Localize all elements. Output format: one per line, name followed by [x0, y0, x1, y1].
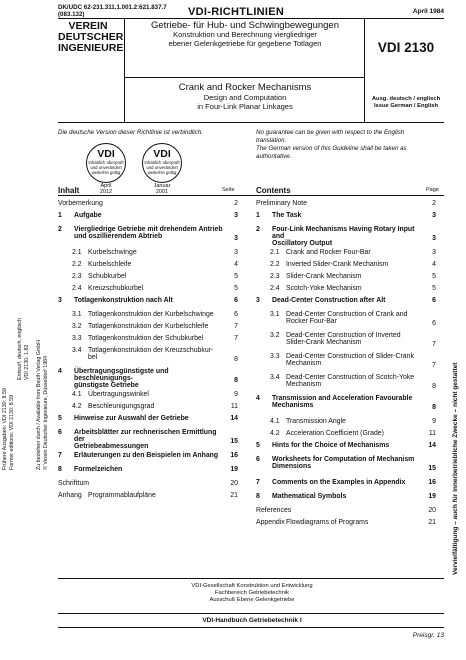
- toc-entry-title: [88, 273, 224, 280]
- toc-entry-page: 14: [230, 415, 238, 422]
- toc-entry: [58, 297, 238, 306]
- stamp-circle: [86, 143, 126, 183]
- toc-entry-page: 21: [428, 519, 436, 526]
- dk-udc-line-2: (083.132): [58, 10, 85, 18]
- toc-entry: [58, 311, 238, 320]
- toc-entry-number: 5: [256, 442, 260, 449]
- toc-entry-title: [88, 492, 224, 499]
- side-line-5: Zu beziehen durch / Available from Beuth Verlag GmbH: [36, 339, 42, 470]
- stamp-year: 2012: [99, 189, 113, 195]
- toc-entry-number: 4.2: [72, 403, 82, 410]
- toc-entry-page: 16: [230, 452, 238, 459]
- dk-udc-line-1: DK/UDC 62-231.311.1.001.2:621.837.7: [58, 4, 167, 11]
- toc-entry: [256, 285, 436, 294]
- note-en-line-1: No guarantee can be given with respect to the English: [256, 129, 405, 136]
- toc-entry-number: 3.2: [72, 323, 82, 330]
- title-english: [128, 83, 362, 111]
- toc-entry-page: 20: [428, 507, 436, 514]
- stamp-vdi-label: VDI: [97, 148, 115, 160]
- toc-entry-number: 3: [58, 297, 62, 304]
- toc-entry: [58, 273, 238, 282]
- toc-entry-title: [58, 200, 224, 207]
- toc-entry-number: 7: [256, 479, 260, 486]
- toc-entry-title-line: Getriebeabmessungen: [74, 443, 149, 450]
- toc-top-rule: [58, 195, 444, 196]
- toc-entry: [58, 492, 238, 501]
- toc-entry-title: [74, 452, 224, 459]
- footer-rule-top: [58, 578, 444, 579]
- toc-entry-page: 4: [432, 261, 436, 268]
- toc-entry-number: 4.1: [72, 391, 82, 398]
- toc-entry-page: 6: [432, 320, 436, 327]
- toc-entry-title: [74, 212, 224, 219]
- toc-entry-title-line: Totlagenkonstruktion nach Alt: [74, 297, 173, 304]
- toc-entry-page: 2: [234, 200, 238, 207]
- toc-entry-title: [286, 374, 422, 388]
- stamp-vdi-label: VDI: [153, 148, 171, 160]
- side-line-1: Frühere Ausgaben: VDI 2130: 8.59: [2, 388, 8, 470]
- toc-entry: [256, 212, 436, 221]
- toc-entry-title: [74, 297, 224, 304]
- toc-entry: [58, 347, 238, 365]
- toc-entry-title-line: Viergliedrige Getriebe mit drehendem Antrieb: [74, 226, 223, 233]
- toc-entry: [58, 466, 238, 475]
- toc-entry: [58, 403, 238, 412]
- toc-entry-number: 2.1: [270, 249, 280, 256]
- toc-entry: [58, 323, 238, 332]
- toc-entry-number: 3.3: [72, 335, 82, 342]
- toc-entry-number: 3: [256, 297, 260, 304]
- toc-entry-page: 19: [230, 466, 238, 473]
- toc-entry-title-line: Schubkurbel: [88, 273, 127, 280]
- toc-entry-title: [286, 353, 422, 367]
- toc-entry-title: [272, 395, 422, 409]
- side-line-4: VDI 2130: 1.82: [24, 344, 30, 380]
- toc-entry-title-line: Dead-Center Construction of Slider-Crank: [286, 353, 414, 360]
- issue-date: April 1984: [412, 8, 444, 15]
- validity-stamp-2001: [142, 143, 182, 195]
- handbook-rule: [58, 627, 444, 628]
- stamp-text-3: weiterhin gültig: [147, 170, 177, 175]
- title-german: [128, 21, 362, 48]
- toc-entry: [256, 249, 436, 258]
- toc-entry-title: [74, 226, 224, 240]
- language-line-2: Issue German / English: [373, 103, 439, 109]
- toc-entry-title: [272, 226, 422, 247]
- toc-entry-title-line: Dead-Center Construction of Crank and: [286, 311, 408, 318]
- toc-entry-number: 2.4: [270, 285, 280, 292]
- toc-entry-page: 5: [432, 285, 436, 292]
- title-en-line-3: in Four-Link Planar Linkages: [197, 102, 293, 111]
- toc-entry: [58, 285, 238, 294]
- toc-entry-page: 9: [234, 391, 238, 398]
- toc-entry-title: [286, 519, 422, 526]
- toc-entry-title-line: References: [256, 507, 292, 514]
- association-line-3: INGENIEURE: [58, 42, 124, 54]
- toc-entry-title: [88, 249, 224, 256]
- toc-entry-page: 8: [432, 383, 436, 390]
- toc-entry-number: 4: [256, 395, 260, 402]
- toc-entry-title-line: Dimensions: [272, 463, 312, 470]
- association-line-1: VEREIN: [68, 20, 108, 32]
- stamp-text-2: und unverändert: [146, 165, 178, 170]
- stamp-year: 2001: [155, 189, 169, 195]
- toc-entry-page: 8: [234, 377, 238, 384]
- toc-entry-page: 3: [432, 235, 436, 242]
- toc-entry-page: 20: [230, 480, 238, 487]
- toc-entry-title-line: Four-Link Mechanisms Having Rotary Input and: [272, 226, 415, 240]
- toc-entry: [256, 226, 436, 247]
- validity-stamp-2012: [86, 143, 126, 195]
- toc-entry: [58, 212, 238, 221]
- toc-de-heading: Inhalt: [58, 186, 80, 195]
- toc-entry: [58, 391, 238, 400]
- toc-entry-title-line: Totlagenkonstruktion der Kurbelschwinge: [88, 311, 214, 318]
- toc-entry-title: [74, 368, 224, 389]
- toc-entry-page: 21: [230, 492, 238, 499]
- toc-entry-page: 15: [428, 465, 436, 472]
- toc-entry: [58, 335, 238, 344]
- footer-line-1: VDI-Gesellschaft Konstruktion und Entwicklung: [191, 583, 313, 589]
- handbook-title: VDI-Handbuch Getriebetechnik I: [202, 617, 302, 624]
- toc-entry-title: [272, 493, 422, 500]
- toc-entry: [58, 429, 238, 450]
- dk-udc-classification: [58, 5, 167, 18]
- toc-entry-number: 7: [58, 452, 62, 459]
- toc-entry-title: [88, 403, 224, 410]
- toc-entry-title-line: Aufgabe: [74, 212, 102, 219]
- toc-entry: [256, 519, 436, 528]
- header-divider-right: [364, 18, 365, 123]
- toc-entry: [256, 353, 436, 371]
- toc-entry: [58, 452, 238, 461]
- toc-entry-title-line: Übertragungsgünstigste und beschleunigungs-: [74, 368, 169, 382]
- title-en-line-1: Crank and Rocker Mechanisms: [178, 82, 312, 93]
- toc-entry-title: [272, 442, 422, 449]
- toc-entry-page: 5: [432, 273, 436, 280]
- toc-entry-page: 6: [234, 311, 238, 318]
- toc-entry-page: 16: [428, 479, 436, 486]
- toc-entry-title-line: Slider-Crank Mechanism: [286, 273, 362, 280]
- toc-entry-number: 3.2: [270, 332, 280, 339]
- toc-entry-title-line: Dead-Center Construction after Alt: [272, 297, 386, 304]
- toc-entry-number: 2.3: [72, 273, 82, 280]
- toc-entry-title-line: Mechanisms: [272, 402, 314, 409]
- toc-entry-page: 19: [428, 493, 436, 500]
- header-divider-left: [124, 18, 125, 123]
- toc-entry-number: 5: [58, 415, 62, 422]
- toc-entry-title-line: Beschleunigungsgrad: [88, 403, 155, 410]
- toc-entry-title-line: Kreuzschubkurbel: [88, 285, 144, 292]
- toc-entry-title-line: Acceleration Coefficient (Grade): [286, 430, 384, 437]
- toc-entry-number: 2: [58, 226, 62, 233]
- toc-entry-title: [272, 212, 422, 219]
- stamp-text-1: Inhaltlich überprüft: [88, 160, 124, 165]
- association-name: [58, 20, 124, 54]
- toc-entry-page: 8: [234, 356, 238, 363]
- toc-entry-title-line: Inverted Slider-Crank Mechanism: [286, 261, 389, 268]
- toc-entry-title-line: Totlagenkonstruktion der Kurbelschleife: [88, 323, 209, 330]
- toc-entry-title: [256, 507, 422, 514]
- toc-entry-page: 3: [432, 212, 436, 219]
- toc-entry-title-line: Crank and Rocker Four-Bar: [286, 249, 371, 256]
- toc-english: [256, 200, 436, 535]
- toc-entry-page: 14: [428, 442, 436, 449]
- toc-entry: [256, 430, 436, 439]
- language-issue: [368, 96, 444, 110]
- toc-entry-page: 5: [234, 273, 238, 280]
- toc-entry-page: 7: [234, 335, 238, 342]
- toc-entry-title: [88, 391, 224, 398]
- toc-entry-title: [88, 335, 224, 342]
- header-bottom-rule: [58, 122, 444, 123]
- toc-entry-page: 3: [432, 249, 436, 256]
- toc-entry-number: 2.2: [72, 261, 82, 268]
- toc-entry-title-line: Hinweise zur Auswahl der Getriebe: [74, 415, 189, 422]
- title-de-line-3: ebener Gelenkgetriebe für gegebene Totlagen: [168, 38, 322, 48]
- toc-entry-title-line: Flowdiagrams of Programs: [286, 519, 369, 526]
- toc-entry: [256, 493, 436, 502]
- toc-entry: [256, 261, 436, 270]
- toc-entry-number: 2.3: [270, 273, 280, 280]
- toc-entry-page: 6: [432, 297, 436, 304]
- footer-line-2: Fachbereich Getriebetechnik: [214, 590, 290, 596]
- toc-entry: [256, 507, 436, 516]
- toc-entry-page: 9: [432, 418, 436, 425]
- toc-entry-number: 8: [58, 466, 62, 473]
- toc-entry: [256, 200, 436, 209]
- toc-entry-title-line: Mechanism: [286, 381, 322, 388]
- side-line-2: Former editions: VDI 2130: 8.59: [9, 394, 15, 470]
- toc-entry-page: 7: [234, 323, 238, 330]
- toc-entry-title-line: Programmablaufpläne: [88, 492, 156, 499]
- toc-entry-title-line: Arbeitsblätter zur rechnerischen Ermittlung der: [74, 429, 217, 443]
- toc-entry: [58, 261, 238, 270]
- toc-entry-title-line: Kurbelschleife: [88, 261, 132, 268]
- stamp-text-3: weiterhin gültig: [91, 170, 121, 175]
- toc-entry-title: [88, 347, 224, 361]
- toc-entry-page: 11: [428, 430, 436, 437]
- toc-entry-number: 1: [256, 212, 260, 219]
- toc-entry-title-line: Formelzeichen: [74, 466, 123, 473]
- toc-entry-title-line: Slider-Crank Mechanism: [286, 339, 362, 346]
- toc-entry-number: Anhang: [58, 492, 82, 499]
- side-notes-left: [2, 140, 56, 470]
- toc-entry-title: [286, 273, 422, 280]
- toc-entry-page: 3: [234, 235, 238, 242]
- toc-entry-page: 7: [432, 341, 436, 348]
- toc-entry-number: 3.1: [72, 311, 82, 318]
- toc-entry: [256, 273, 436, 282]
- toc-entry-title: [58, 480, 224, 487]
- note-en-line-3: The German version of this Guideline shall be taken as: [256, 145, 407, 152]
- price-group: Preisgr. 13: [412, 632, 444, 639]
- toc-entry-number: 3.4: [72, 347, 82, 354]
- toc-entry-title-line: und oszillierendem Abtrieb: [74, 233, 163, 240]
- toc-entry: [256, 332, 436, 350]
- toc-entry-number: Appendix: [256, 519, 285, 526]
- toc-entry: [256, 374, 436, 392]
- toc-entry-title: [74, 415, 224, 422]
- toc-entry-title: [286, 249, 422, 256]
- toc-german: [58, 200, 238, 535]
- toc-en-heading: Contents: [256, 186, 291, 195]
- toc-entry-page: 6: [234, 297, 238, 304]
- toc-entry-number: 2: [256, 226, 260, 233]
- toc-entry-page: 4: [234, 261, 238, 268]
- title-separator: [124, 77, 364, 78]
- footer-line-3: Ausschuß Ebene Gelenkgetriebe: [209, 597, 295, 603]
- toc-entry-title: [272, 297, 422, 304]
- toc-entry-title-line: The Task: [272, 212, 302, 219]
- footer-rule-bottom: [58, 613, 444, 614]
- title-de-line-2: Konstruktion und Berechnung viergliedriger: [173, 30, 317, 39]
- header-bar: [58, 5, 444, 18]
- note-en-line-4: authoritative.: [256, 153, 292, 160]
- copy-restriction: Vervielfältigung – auch für innerbetriebliche Zwecke – nicht gestattet: [452, 362, 459, 575]
- toc-entry-title-line: Transmission and Acceleration Favourable: [272, 395, 413, 402]
- toc-entry: [58, 368, 238, 389]
- language-line-1: Ausg. deutsch / englisch: [371, 96, 441, 102]
- toc-entry-title-line: Totlagenkonstruktion der Kreuzschubkur-: [88, 347, 214, 354]
- toc-entry: [58, 200, 238, 209]
- association-line-2: DEUTSCHER: [58, 31, 124, 43]
- toc-de-page-label: Seite: [222, 187, 235, 193]
- toc-entry-number: 3.4: [270, 374, 280, 381]
- toc-entry-title: [88, 323, 224, 330]
- toc-entry-number: 2.1: [72, 249, 82, 256]
- series-title: VDI-RICHTLINIEN: [188, 6, 285, 18]
- toc-entry-title-line: Transmission Angle: [286, 418, 346, 425]
- stamp-circle: [142, 143, 182, 183]
- stamp-month: Januar: [153, 183, 171, 189]
- toc-en-page-label: Page: [426, 187, 439, 193]
- toc-entry-title: [272, 456, 422, 470]
- toc-entry: [58, 249, 238, 258]
- toc-entry: [58, 480, 238, 489]
- toc-entry: [256, 442, 436, 451]
- toc-entry-title-line: Oscillatory Output: [272, 240, 333, 247]
- toc-entry: [256, 479, 436, 488]
- toc-entry-number: 6: [58, 429, 62, 436]
- toc-entry-number: 1: [58, 212, 62, 219]
- toc-entry-title: [88, 285, 224, 292]
- note-german: Die deutsche Version dieser Richtlinie ist verbindlich.: [58, 129, 203, 136]
- toc-entry-number: 4.1: [270, 418, 280, 425]
- toc-entry-title-line: Kurbelschwinge: [88, 249, 137, 256]
- toc-entry-title-line: Scotch-Yoke Mechanism: [286, 285, 362, 292]
- toc-entry-page: 11: [230, 403, 238, 410]
- toc-entry-title-line: Preliminary Note: [256, 200, 307, 207]
- toc-entry-title: [74, 466, 224, 473]
- toc-entry: [256, 395, 436, 413]
- toc-entry-title: [272, 479, 422, 486]
- toc-entry-page: 3: [234, 249, 238, 256]
- stamp-text-1: Inhaltlich überprüft: [144, 160, 180, 165]
- toc-entry-title: [256, 200, 422, 207]
- toc-entry-page: 8: [432, 404, 436, 411]
- toc-entry-title: [286, 311, 422, 325]
- toc-entry-title-line: Mechanism: [286, 360, 322, 367]
- toc-entry-title-line: Worksheets for Computation of Mechanism: [272, 456, 415, 463]
- toc-entry-number: 6: [256, 456, 260, 463]
- toc-entry-title: [286, 418, 422, 425]
- vdi-number: VDI 2130: [377, 40, 435, 55]
- toc-entry-title-line: Vorbemerkung: [58, 200, 103, 207]
- toc-entry-number: 8: [256, 493, 260, 500]
- toc-entry-title: [286, 430, 422, 437]
- toc-entry: [58, 226, 238, 244]
- toc-entry-title-line: Übertragungswinkel: [88, 391, 149, 398]
- stamp-text-2: und unverändert: [90, 165, 122, 170]
- toc-entry-title-line: Erläuterungen zu den Beispielen im Anhang: [74, 452, 219, 459]
- toc-entry-title-line: günstigste Getriebe: [74, 382, 139, 389]
- toc-entry-title: [286, 332, 422, 346]
- toc-entry-title: [286, 285, 422, 292]
- toc-entry: [256, 297, 436, 306]
- toc-entry-title-line: Dead-Center Construction of Scotch-Yoke: [286, 374, 415, 381]
- header-top-rule: [58, 18, 444, 19]
- side-line-6: © Verein Deutscher Ingenieure, Düsseldorf 1984: [43, 355, 49, 470]
- toc-entry-page: 7: [432, 362, 436, 369]
- toc-entry-number: 4.2: [270, 430, 280, 437]
- title-en-line-2: Design and Computation: [203, 93, 287, 102]
- toc-entry-number: 2.4: [72, 285, 82, 292]
- toc-entry-title-line: Totlagenkonstruktion der Schubkurbel: [88, 335, 204, 342]
- note-english: [256, 129, 446, 161]
- toc-entry-title-line: Comments on the Examples in Appendix: [272, 479, 406, 486]
- note-en-line-2: translation.: [256, 137, 287, 144]
- side-line-3: Entwurf, deutsch, englisch: [17, 318, 23, 380]
- toc-entry-page: 3: [234, 212, 238, 219]
- toc-entry-number: 3.3: [270, 353, 280, 360]
- stamp-month: April: [100, 183, 112, 189]
- toc-entry-title: [74, 429, 224, 450]
- toc-entry-number: 2.2: [270, 261, 280, 268]
- toc-entry-number: 3.1: [270, 311, 280, 318]
- toc-entry-title: [88, 261, 224, 268]
- toc-entry-number: 4: [58, 368, 62, 375]
- toc-entry: [256, 311, 436, 329]
- toc-entry-title-line: Rocker Four-Bar: [286, 318, 337, 325]
- toc-entry-title: [286, 261, 422, 268]
- toc-entry-title-line: Hints for the Choice of Mechanisms: [272, 442, 390, 449]
- toc-entry-page: 5: [234, 285, 238, 292]
- toc-entry-page: 15: [230, 438, 238, 445]
- toc-entry-title-line: Mathematical Symbols: [272, 493, 347, 500]
- toc-entry-title-line: bel: [88, 354, 98, 361]
- toc-entry: [256, 456, 436, 474]
- toc-entry-title-line: Schrifttum: [58, 480, 90, 487]
- toc-entry-page: 2: [432, 200, 436, 207]
- toc-entry-title: [88, 311, 224, 318]
- toc-entry: [256, 418, 436, 427]
- footer-society: [60, 583, 444, 604]
- title-de-line-1: Getriebe- für Hub- und Schwingbewegungen: [150, 20, 339, 31]
- toc-entry-title-line: Dead-Center Construction of Inverted: [286, 332, 401, 339]
- toc-entry: [58, 415, 238, 424]
